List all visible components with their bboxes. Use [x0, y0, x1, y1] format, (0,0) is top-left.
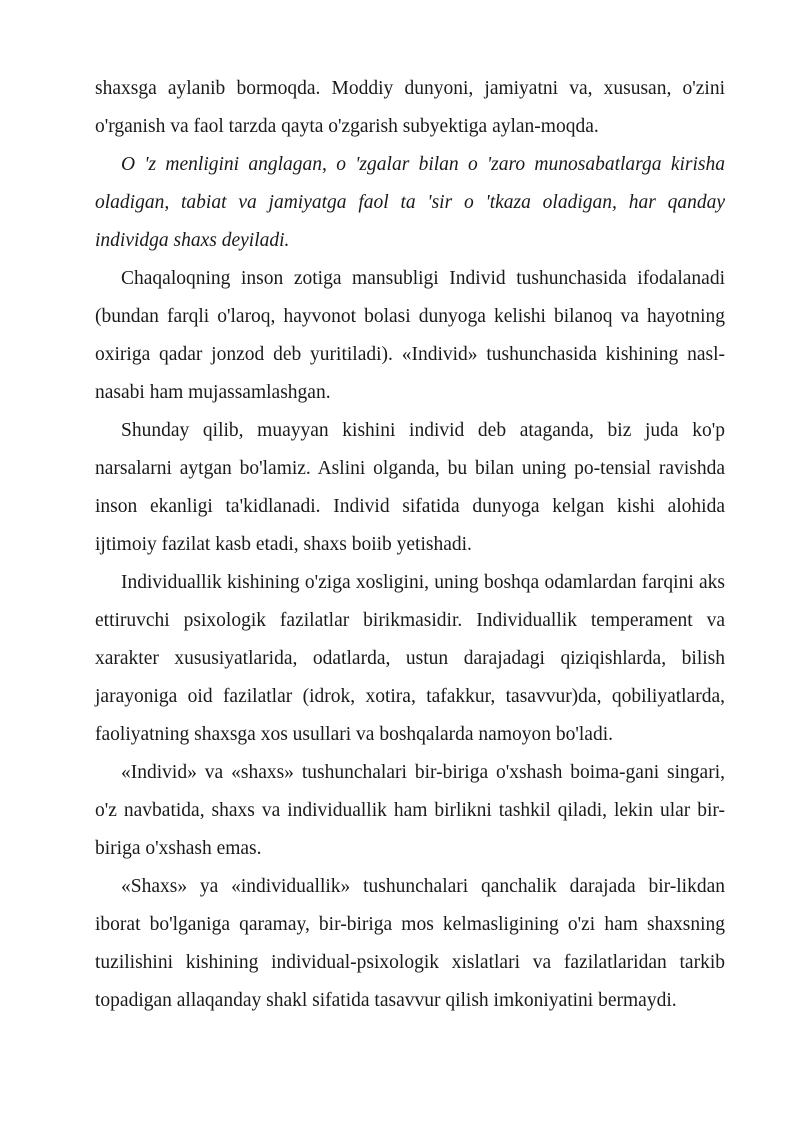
paragraph: «Individ» va «shaxs» tushunchalari bir-biriga o'xshash boima-gani singari, o'z navbatida, shaxs va individuallik ham birlikni tashkil qiladi, lekin ular bir-biriga o'xshash emas. [95, 762, 725, 859]
document-page [95, 70, 725, 1020]
paragraph: «Shaxs» ya «individuallik» tushunchalari qanchalik darajada bir-likdan iborat bo'lganiga qaramay, bir-biriga mos kelmasligining o'zi ham shaxsning tuzilishini kishining individual-psixologik xislatlari va fazilatlaridan tarkib topadigan allaqanday shakl sifatida tasavvur qilish imkoniyatini bermaydi. [95, 876, 725, 1011]
paragraph: Individuallik kishining o'ziga xosligini, uning boshqa odamlardan farqini aks ettiruvchi psixologik fazilatlar birikmasidir. Individuallik temperament va xarakter xususiyatlarida, odatlarda, ustun darajadagi qiziqishlarda, bilish jarayoniga oid fazilatlar (idrok, xotira, tafakkur, tasavvur)da, qobiliyatlarda, faoliyatning shaxsga xos usullari va boshqalarda namoyon bo'ladi. [95, 572, 725, 745]
paragraph-definition: O 'z menligini anglagan, o 'zgalar bilan o 'zaro munosabatlarga kirisha oladigan, tabiat va jamiyatga faol ta 'sir o 'tkaza oladigan, har qanday individga shaxs deyiladi. [95, 154, 725, 251]
paragraph: Chaqaloqning inson zotiga mansubligi Individ tushunchasida ifodalanadi (bundan farqli o'laroq, hayvonot bolasi dunyoga kelishi bilanoq va hayotning oxiriga qadar jonzod deb yuritiladi). «Individ» tushunchasida kishining nasl-nasabi ham mujassamlashgan. [95, 268, 725, 403]
paragraph: Shunday qilib, muayyan kishini individ deb ataganda, biz juda ko'p narsalarni aytgan bo'lamiz. Aslini olganda, bu bilan uning po-tensial ravishda inson ekanligi ta'kidlanadi. Individ sifatida dunyoga kelgan kishi alohida ijtimoiy fazilat kasb etadi, shaxs boiib yetishadi. [95, 420, 725, 555]
paragraph-continuation: shaxsga aylanib bormoqda. Moddiy dunyoni, jamiyatni va, xususan, o'zini o'rganish va faol tarzda qayta o'zgarish subyektiga aylan-moqda. [95, 78, 725, 137]
